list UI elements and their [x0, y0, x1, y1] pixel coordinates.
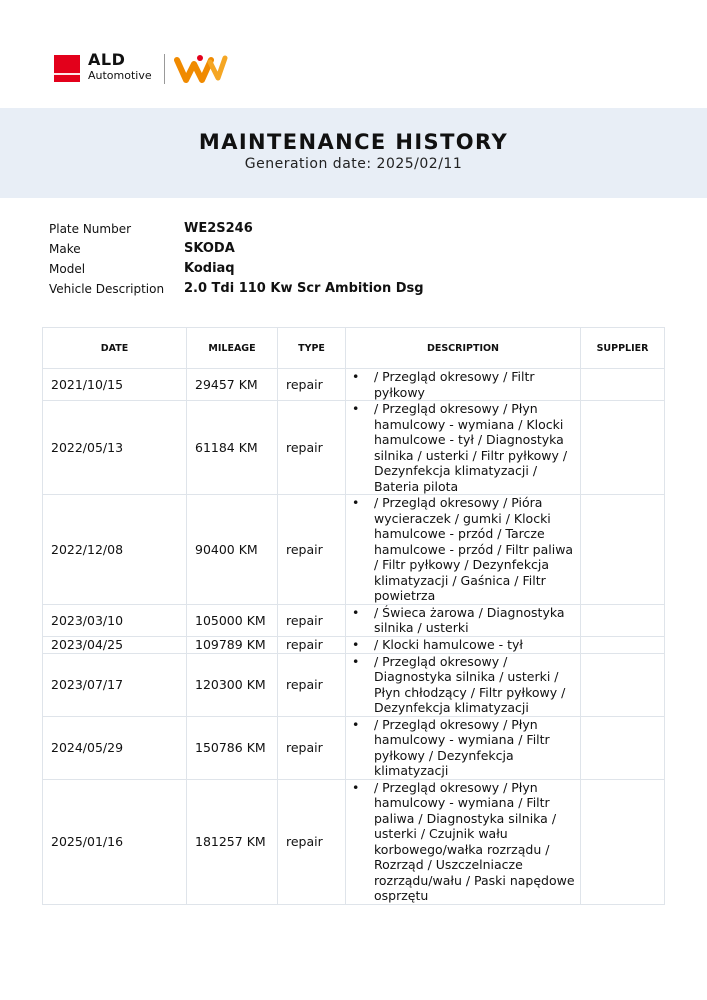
leaseplan-logo-icon	[174, 52, 228, 86]
cell-description	[346, 495, 581, 605]
cell-description	[346, 653, 581, 716]
cell-mileage: 109789 KM	[187, 636, 278, 653]
table-header-row	[43, 328, 665, 369]
description-text: / Przegląd okresowy / Diagnostyka silnika / usterki / Płyn chłodzący / Filtr pyłkowy / Dezynfekcja klimatyzacji	[374, 653, 566, 715]
cell-type: repair	[278, 495, 346, 605]
description-text: / Przegląd okresowy / Płyn hamulcowy - wymiana / Filtr pyłkowy / Dezynfekcja klimatyzacji	[374, 716, 550, 778]
cell-supplier	[581, 401, 665, 495]
table-row	[43, 495, 665, 605]
model-label: Model	[49, 262, 86, 276]
bullet-icon: •	[352, 636, 360, 652]
table-row	[43, 636, 665, 653]
bullet-icon: •	[352, 495, 360, 510]
table-row	[43, 369, 665, 401]
header-date: DATE	[43, 328, 187, 369]
header-mileage: MILEAGE	[187, 328, 278, 369]
plate-value: WE2S246	[184, 221, 253, 236]
title-banner	[0, 108, 707, 198]
cell-supplier	[581, 495, 665, 605]
bullet-icon: •	[352, 401, 360, 416]
cell-mileage: 120300 KM	[187, 653, 278, 716]
cell-mileage: 61184 KM	[187, 401, 278, 495]
cell-type: repair	[278, 369, 346, 401]
cell-type: repair	[278, 401, 346, 495]
description-text: / Przegląd okresowy / Pióra wycieraczek / gumki / Klocki hamulcowe - przód / Tarcze hamulcowe - przód / Filtr paliwa / Filtr pyłkowy / Dezynfekcja klimatyzacji / Gaśnica / Filtr powietrza	[374, 495, 574, 603]
brand-line2: Automotive	[88, 69, 152, 82]
cell-description	[346, 636, 581, 653]
cell-date: 2023/04/25	[43, 636, 187, 653]
cell-date: 2022/05/13	[43, 401, 187, 495]
cell-description	[346, 369, 581, 401]
header-supplier: SUPPLIER	[581, 328, 665, 369]
plate-label: Plate Number	[49, 222, 132, 236]
description-text: / Klocki hamulcowe - tył	[374, 636, 523, 652]
ald-logo-mark	[54, 55, 80, 82]
table-row	[43, 716, 665, 779]
make-value: SKODA	[184, 241, 235, 256]
cell-description	[346, 716, 581, 779]
cell-type: repair	[278, 716, 346, 779]
cell-date: 2021/10/15	[43, 369, 187, 401]
cell-description	[346, 401, 581, 495]
cell-type: repair	[278, 604, 346, 636]
cell-description	[346, 779, 581, 904]
bullet-icon: •	[352, 653, 360, 669]
description-text: / Przegląd okresowy / Filtr pyłkowy	[374, 369, 535, 400]
description-text: / Przegląd okresowy / Płyn hamulcowy - wymiana / Filtr paliwa / Diagnostyka silnika / usterki / Czujnik wału korbowego/wałka rozrządu / Rozrząd / Uszczelniacze rozrządu/wału / Paski napędowe osprzętu	[374, 779, 575, 903]
cell-type: repair	[278, 636, 346, 653]
logo-divider	[164, 54, 165, 84]
page-title: MAINTENANCE HISTORY	[198, 130, 509, 154]
cell-date: 2024/05/29	[43, 716, 187, 779]
cell-supplier	[581, 636, 665, 653]
cell-description	[346, 604, 581, 636]
vehicle-description-label: Vehicle Description	[49, 282, 165, 296]
brand-line1: ALD	[88, 50, 126, 69]
cell-date: 2022/12/08	[43, 495, 187, 605]
bullet-icon: •	[352, 716, 360, 732]
cell-supplier	[581, 653, 665, 716]
vehicle-description-value: 2.0 Tdi 110 Kw Scr Ambition Dsg	[184, 281, 424, 296]
cell-type: repair	[278, 653, 346, 716]
cell-type: repair	[278, 779, 346, 904]
bullet-icon: •	[352, 604, 360, 620]
cell-supplier	[581, 369, 665, 401]
table-row	[43, 653, 665, 716]
cell-mileage: 90400 KM	[187, 495, 278, 605]
ald-logo-text	[88, 52, 152, 81]
cell-supplier	[581, 716, 665, 779]
bullet-icon: •	[352, 779, 360, 795]
cell-mileage: 29457 KM	[187, 369, 278, 401]
cell-supplier	[581, 779, 665, 904]
description-text: / Świeca żarowa / Diagnostyka silnika / usterki	[374, 604, 565, 635]
description-text: / Przegląd okresowy / Płyn hamulcowy - wymiana / Klocki hamulcowe - tył / Diagnostyka silnika / usterki / Filtr pyłkowy / Dezynfekcja klimatyzacji / Bateria pilota	[374, 401, 568, 494]
cell-date: 2023/03/10	[43, 604, 187, 636]
cell-mileage: 105000 KM	[187, 604, 278, 636]
table-row	[43, 779, 665, 904]
table-row	[43, 604, 665, 636]
make-label: Make	[49, 242, 81, 256]
generation-date: Generation date: 2025/02/11	[244, 156, 463, 172]
cell-supplier	[581, 604, 665, 636]
header-description: DESCRIPTION	[346, 328, 581, 369]
maintenance-table	[42, 327, 665, 905]
bullet-icon: •	[352, 369, 360, 384]
cell-mileage: 181257 KM	[187, 779, 278, 904]
table-row	[43, 401, 665, 495]
cell-date: 2023/07/17	[43, 653, 187, 716]
model-value: Kodiaq	[184, 261, 235, 276]
cell-date: 2025/01/16	[43, 779, 187, 904]
cell-mileage: 150786 KM	[187, 716, 278, 779]
header-type: TYPE	[278, 328, 346, 369]
